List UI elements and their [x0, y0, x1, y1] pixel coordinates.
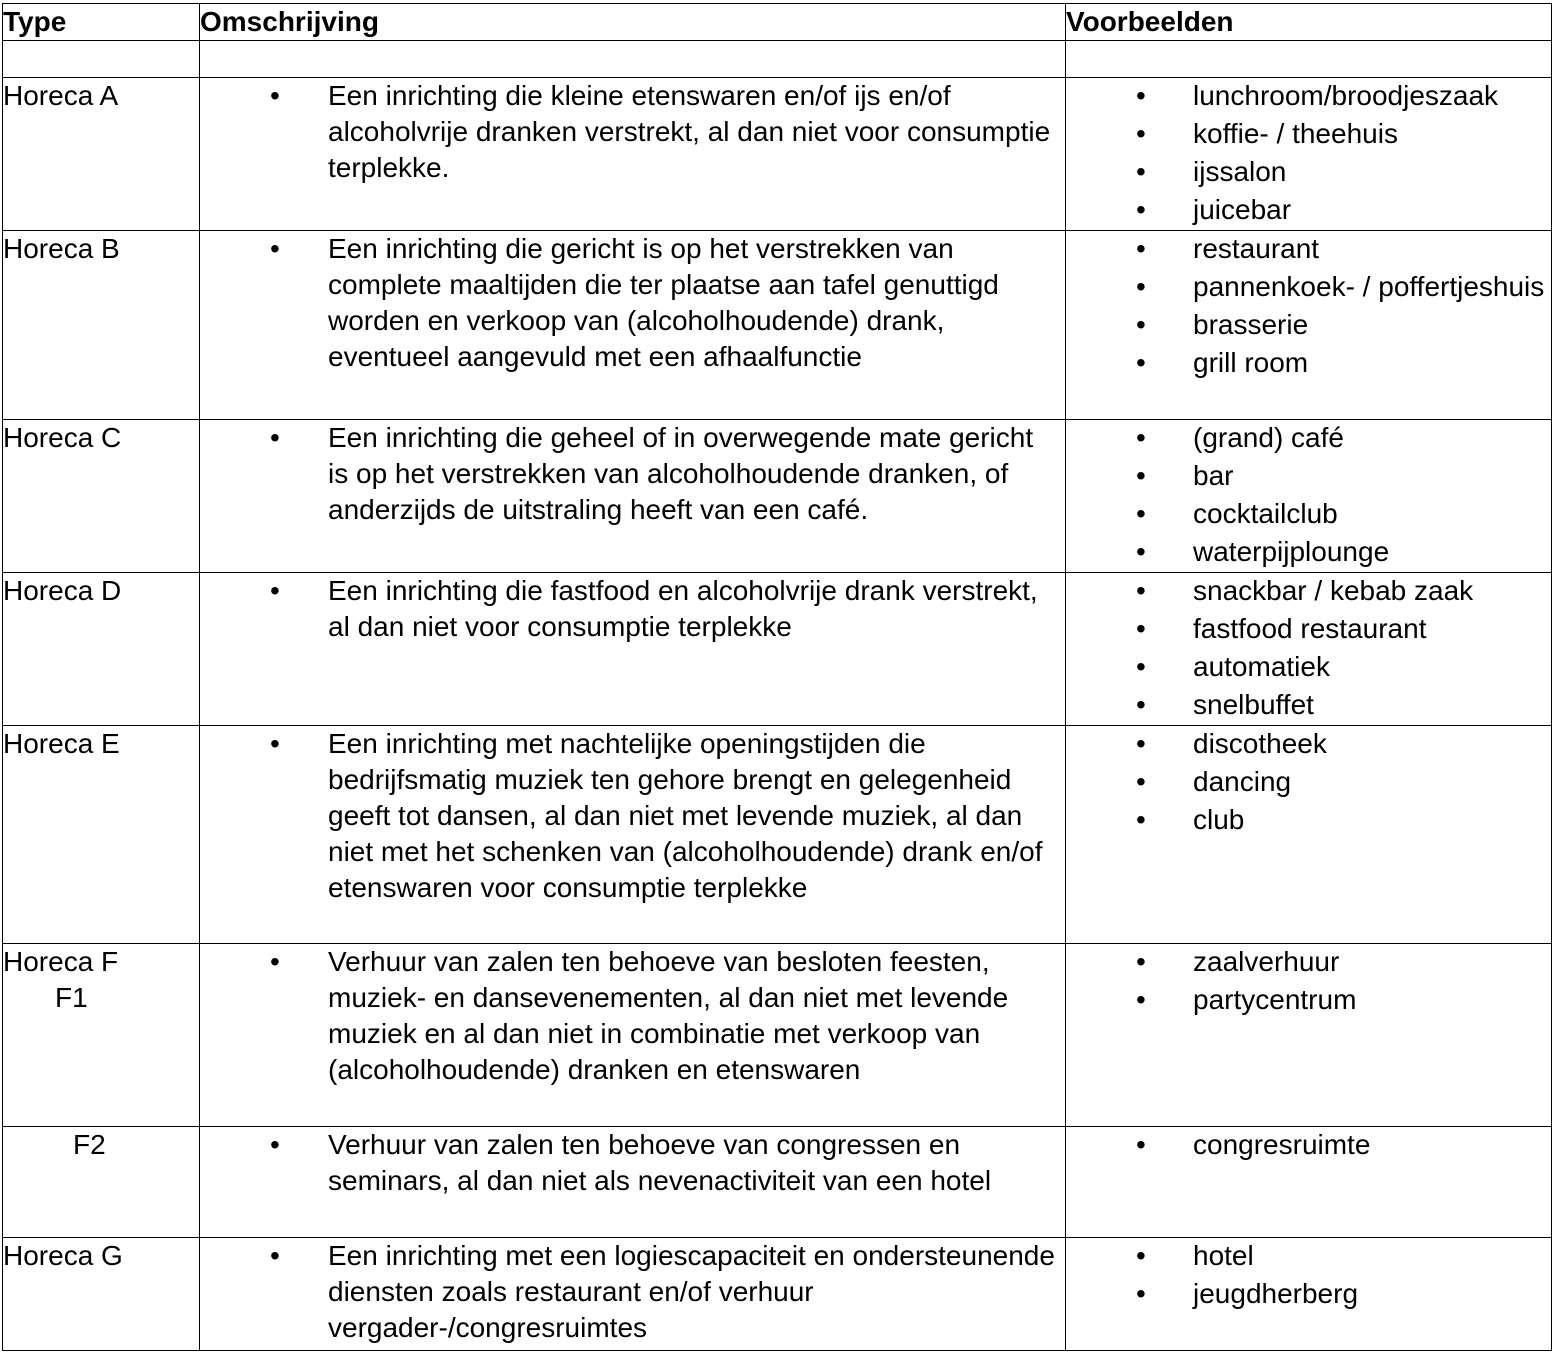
- subtype-label: F2: [73, 1129, 106, 1160]
- type-label: Horeca G: [3, 1240, 123, 1271]
- description-item: [200, 78, 1065, 186]
- type-label: Horeca C: [3, 422, 122, 453]
- examples-list: [1066, 573, 1551, 723]
- examples-list: [1066, 420, 1551, 570]
- description-item: [200, 1238, 1065, 1346]
- example-text: bar: [1193, 460, 1234, 491]
- bullet-icon: •: [1136, 575, 1146, 606]
- bullet-icon: •: [1136, 689, 1146, 720]
- examples-cell: [1066, 1238, 1552, 1351]
- example-text: lunchroom/broodjeszaak: [1193, 80, 1499, 111]
- bullet-icon: •: [270, 1129, 280, 1160]
- list-item: [1066, 116, 1551, 152]
- bullet-icon: •: [1136, 422, 1146, 453]
- example-text: snackbar / kebab zaak: [1193, 575, 1474, 606]
- description-item: [200, 420, 1065, 528]
- description-item: [200, 944, 1065, 1088]
- example-text: partycentrum: [1193, 984, 1357, 1015]
- bullet-icon: •: [1136, 613, 1146, 644]
- example-text: (grand) café: [1193, 422, 1344, 453]
- description-cell: [200, 573, 1066, 726]
- table-row: [3, 573, 1552, 726]
- bullet-icon: •: [1136, 156, 1146, 187]
- list-item: [1066, 231, 1551, 267]
- example-text: club: [1193, 804, 1245, 835]
- example-text: dancing: [1193, 766, 1292, 797]
- description-cell: [200, 1238, 1066, 1351]
- table-row: [3, 1127, 1552, 1238]
- bullet-icon: •: [1136, 651, 1146, 682]
- examples-cell: [1066, 1127, 1552, 1238]
- description-item: [200, 573, 1065, 645]
- description-cell: [200, 231, 1066, 420]
- examples-cell: [1066, 573, 1552, 726]
- bullet-icon: •: [1136, 460, 1146, 491]
- description-text: Een inrichting die fastfood en alcoholvrije drank verstrekt, al dan niet voor consumptie terplekke: [328, 575, 1038, 642]
- list-item: [1066, 307, 1551, 343]
- type-cell: [3, 573, 200, 726]
- bullet-icon: •: [1136, 766, 1146, 797]
- empty-cell: [1066, 41, 1552, 78]
- type-label: Horeca B: [3, 233, 120, 264]
- example-text: fastfood restaurant: [1193, 613, 1427, 644]
- table-row: [3, 420, 1552, 573]
- table-row: [3, 78, 1552, 231]
- table-row: [3, 944, 1552, 1127]
- description-text: Een inrichting met een logiescapaciteit en ondersteunende diensten zoals restaurant en/of verhuur vergader-/congresruimtes: [328, 1240, 1055, 1343]
- list-item: [1066, 420, 1551, 456]
- example-text: pannenkoek- / poffertjeshuis: [1193, 271, 1545, 302]
- list-item: [1066, 687, 1551, 723]
- list-item: [1066, 982, 1551, 1018]
- table-body: [3, 41, 1552, 1351]
- bullet-icon: •: [1136, 233, 1146, 264]
- bullet-icon: •: [1136, 536, 1146, 567]
- type-label: Horeca D: [3, 575, 122, 606]
- example-text: koffie- / theehuis: [1193, 118, 1398, 149]
- header-type: Type: [3, 4, 200, 41]
- subtype-label: F1: [55, 982, 88, 1013]
- bullet-icon: •: [1136, 1240, 1146, 1271]
- table-row: [3, 726, 1552, 944]
- examples-cell: [1066, 78, 1552, 231]
- examples-list: [1066, 1127, 1551, 1163]
- description-text: Verhuur van zalen ten behoeve van besloten feesten, muziek- en dansevenementen, al dan niet met levende muziek en al dan niet in combinatie met verkoop van (alcoholhoudende) dranken en etenswaren: [328, 946, 1009, 1085]
- description-text: Een inrichting die gericht is op het verstrekken van complete maaltijden die ter plaatse aan tafel genuttigd worden en verkoop van (alcoholhoudende) drank, eventueel aangevuld met een afhaalfunctie: [328, 233, 999, 372]
- description-text: Een inrichting die kleine etenswaren en/of ijs en/of alcoholvrije dranken verstrekt, al dan niet voor consumptie terplekke.: [328, 80, 1051, 183]
- list-item: [1066, 269, 1551, 305]
- list-item: [1066, 573, 1551, 609]
- type-cell: [3, 231, 200, 420]
- bullet-icon: •: [1136, 118, 1146, 149]
- example-text: congresruimte: [1193, 1129, 1371, 1160]
- bullet-icon: •: [270, 575, 280, 606]
- list-item: [1066, 726, 1551, 762]
- type-cell: [3, 1238, 200, 1351]
- list-item: [1066, 944, 1551, 980]
- bullet-icon: •: [1136, 728, 1146, 759]
- bullet-icon: •: [1136, 194, 1146, 225]
- bullet-icon: •: [1136, 347, 1146, 378]
- list-item: [1066, 496, 1551, 532]
- bullet-icon: •: [1136, 1129, 1146, 1160]
- description-cell: [200, 944, 1066, 1127]
- example-text: jeugdherberg: [1193, 1278, 1359, 1309]
- description-cell: [200, 726, 1066, 944]
- type-cell: [3, 944, 200, 1127]
- example-text: grill room: [1193, 347, 1309, 378]
- type-cell: [3, 726, 200, 944]
- horeca-table: [2, 3, 1552, 1351]
- description-cell: [200, 78, 1066, 231]
- bullet-icon: •: [270, 728, 280, 759]
- example-text: discotheek: [1193, 728, 1327, 759]
- bullet-icon: •: [1136, 946, 1146, 977]
- examples-cell: [1066, 726, 1552, 944]
- list-item: [1066, 154, 1551, 190]
- list-item: [1066, 78, 1551, 114]
- type-label: Horeca A: [3, 80, 119, 111]
- bullet-icon: •: [270, 1240, 280, 1271]
- example-text: snelbuffet: [1193, 689, 1314, 720]
- example-text: brasserie: [1193, 309, 1309, 340]
- description-text: Een inrichting die geheel of in overwegende mate gericht is op het verstrekken van alcoholhoudende dranken, of anderzijds de uitstraling heeft van een café.: [328, 422, 1034, 525]
- type-cell: [3, 78, 200, 231]
- bullet-icon: •: [1136, 498, 1146, 529]
- examples-cell: [1066, 231, 1552, 420]
- list-item: [1066, 1127, 1551, 1163]
- type-label: Horeca F: [3, 946, 119, 977]
- description-text: Verhuur van zalen ten behoeve van congressen en seminars, al dan niet als nevenactiviteit van een hotel: [328, 1129, 992, 1196]
- examples-cell: [1066, 944, 1552, 1127]
- type-cell: [3, 1127, 200, 1238]
- bullet-icon: •: [1136, 80, 1146, 111]
- example-text: restaurant: [1193, 233, 1320, 264]
- examples-cell: [1066, 420, 1552, 573]
- description-cell: [200, 420, 1066, 573]
- example-text: waterpijplounge: [1193, 536, 1390, 567]
- list-item: [1066, 192, 1551, 228]
- header-row: [3, 4, 1552, 41]
- examples-list: [1066, 726, 1551, 838]
- header-examples: Voorbeelden: [1066, 4, 1552, 41]
- empty-cell: [3, 41, 200, 78]
- bullet-icon: •: [1136, 984, 1146, 1015]
- type-label: Horeca E: [3, 728, 120, 759]
- bullet-icon: •: [1136, 309, 1146, 340]
- example-text: hotel: [1193, 1240, 1254, 1271]
- type-cell: [3, 420, 200, 573]
- bullet-icon: •: [270, 946, 280, 977]
- example-text: automatiek: [1193, 651, 1330, 682]
- list-item: [1066, 649, 1551, 685]
- description-item: [200, 726, 1065, 906]
- examples-list: [1066, 944, 1551, 1018]
- list-item: [1066, 1276, 1551, 1312]
- list-item: [1066, 1238, 1551, 1274]
- bullet-icon: •: [270, 233, 280, 264]
- empty-row: [3, 41, 1552, 78]
- bullet-icon: •: [1136, 271, 1146, 302]
- examples-list: [1066, 231, 1551, 381]
- bullet-icon: •: [1136, 804, 1146, 835]
- header-description: Omschrijving: [200, 4, 1066, 41]
- bullet-icon: •: [270, 422, 280, 453]
- examples-list: [1066, 78, 1551, 228]
- bullet-icon: •: [1136, 1278, 1146, 1309]
- example-text: juicebar: [1193, 194, 1292, 225]
- list-item: [1066, 611, 1551, 647]
- bullet-icon: •: [270, 80, 280, 111]
- table-row: [3, 1238, 1552, 1351]
- table-row: [3, 231, 1552, 420]
- list-item: [1066, 764, 1551, 800]
- description-item: [200, 1127, 1065, 1199]
- list-item: [1066, 802, 1551, 838]
- description-cell: [200, 1127, 1066, 1238]
- example-text: cocktailclub: [1193, 498, 1338, 529]
- example-text: ijssalon: [1193, 156, 1287, 187]
- empty-cell: [200, 41, 1066, 78]
- list-item: [1066, 534, 1551, 570]
- description-item: [200, 231, 1065, 375]
- example-text: zaalverhuur: [1193, 946, 1340, 977]
- examples-list: [1066, 1238, 1551, 1312]
- description-text: Een inrichting met nachtelijke openingstijden die bedrijfsmatig muziek ten gehore brengt en gelegenheid geeft tot dansen, al dan niet met levende muziek, al dan niet met het schenken van (alcoholhoudende) drank en/of etenswaren voor consumptie terplekke: [328, 728, 1043, 903]
- list-item: [1066, 345, 1551, 381]
- list-item: [1066, 458, 1551, 494]
